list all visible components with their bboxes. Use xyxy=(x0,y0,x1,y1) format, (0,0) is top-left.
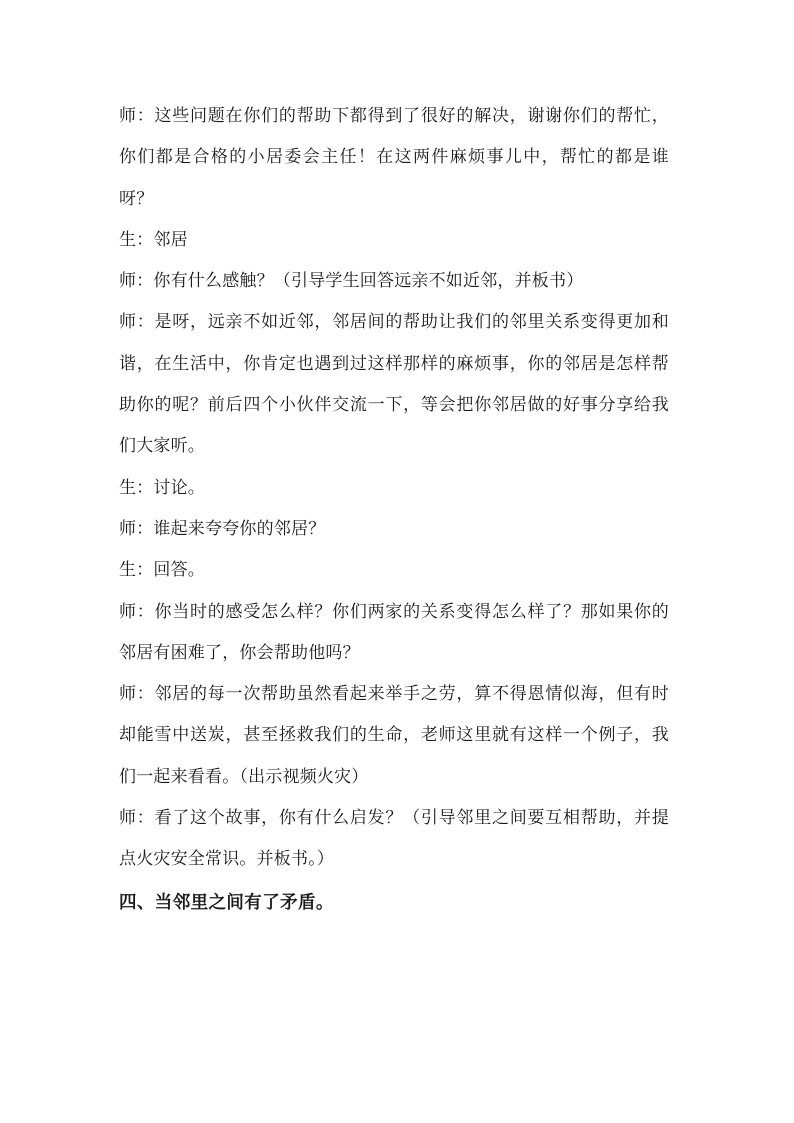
paragraph-teacher-6: 师：邻居的每一次帮助虽然看起来举手之劳，算不得恩情似海，但有时却能雪中送炭，甚至拯救我们的生命，老师这里就有这样一个例子，我们一起来看看。（出示视频火灾） xyxy=(119,684,669,787)
paragraph-teacher-4: 师：谁起来夸夸你的邻居？ xyxy=(119,518,326,539)
document-page xyxy=(119,96,669,924)
paragraph-teacher-3: 师：是呀，远亲不如近邻，邻居间的帮助让我们的邻里关系变得更加和谐，在生活中，你肯定也遇到过这样那样的麻烦事，你的邻居是怎样帮助你的呢？前后四个小伙伴交流一下，等会把你邻居做的好事分享给我们大家听。 xyxy=(119,312,669,457)
paragraph-teacher-2: 师：你有什么感触？（引导学生回答远亲不如近邻，并板书） xyxy=(119,271,584,292)
paragraph-teacher-7: 师：看了这个故事，你有什么启发？（引导邻里之间要互相帮助，并提点火灾安全常识。并板书。） xyxy=(119,808,669,870)
paragraph-student-3: 生：回答。 xyxy=(119,560,205,581)
section-heading: 四、当邻里之间有了矛盾。 xyxy=(119,892,334,913)
paragraph-student-2: 生：讨论。 xyxy=(119,477,205,498)
paragraph-teacher-5: 师：你当时的感受怎么样？你们两家的关系变得怎么样了？那如果你的邻居有困难了，你会帮助他吗？ xyxy=(119,601,669,663)
paragraph-student-1: 生：邻居 xyxy=(119,229,188,250)
paragraph-teacher-1: 师：这些问题在你们的帮助下都得到了很好的解决，谢谢你们的帮忙，你们都是合格的小居委会主任！在这两件麻烦事儿中，帮忙的都是谁呀？ xyxy=(119,106,669,209)
